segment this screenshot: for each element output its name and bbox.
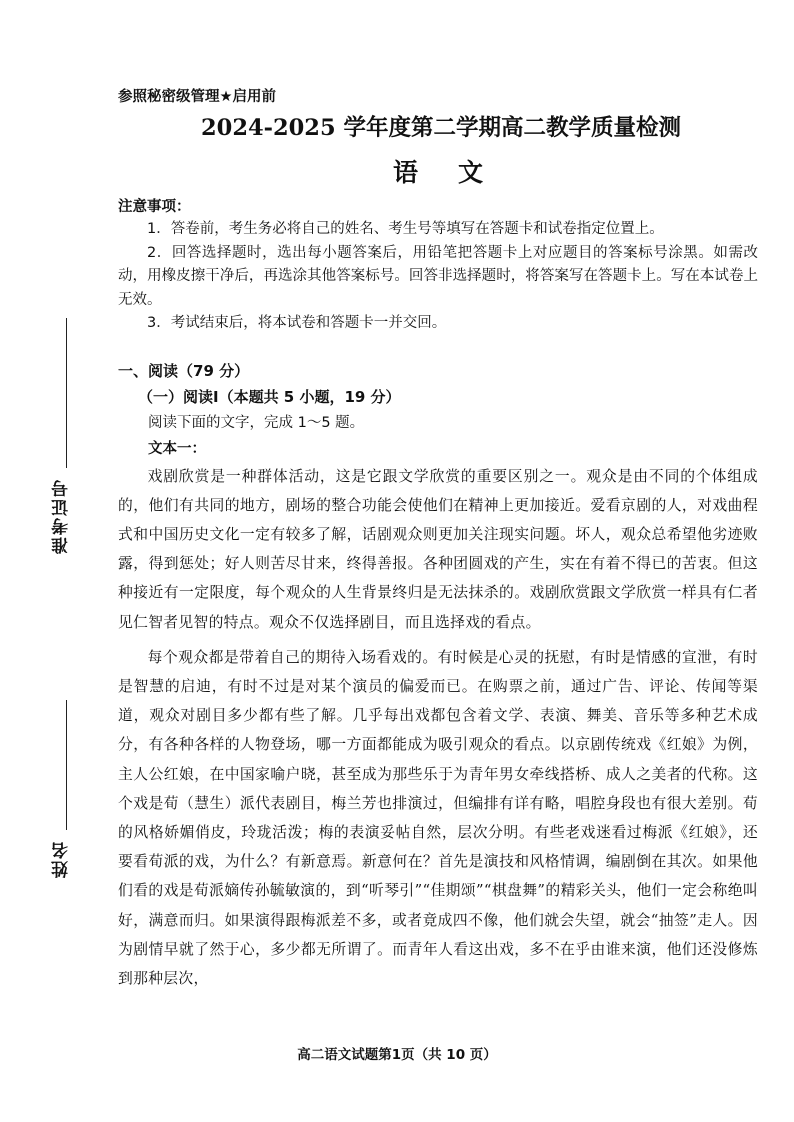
subsection-heading: （一）阅读Ⅰ（本题共 5 小题，19 分） — [138, 387, 401, 406]
page-content — [118, 86, 758, 993]
confidentiality-label: 参照秘密级管理★启用前 — [118, 89, 276, 105]
reading-instruction: 阅读下面的文字，完成 1～5 题。 — [148, 414, 365, 431]
passage-paragraph: 每个观众都是带着自己的期待入场看戏的。有时候是心灵的抚慰，有时是情感的宣泄，有时是智慧的启迪，有时不过是对某个演员的偏爱而已。在购票之前，通过广告、评论、传闻等渠道，观众对剧目多少都有些了解。几乎每出戏都包含着文学、表演、舞美、音乐等多种艺术成分，有各种各样的人物登场，哪一方面都能成为吸引观众的看点。以京剧传统戏《红娘》为例，主人公红娘，在中国家喻户晓，甚至成为那些乐于为青年男女牵线搭桥、成人之美者的代称。这个戏是荀（慧生）派代表剧目，梅兰芳也排演过，但编排有详有略，唱腔身段也有很大差别。荀的风格娇媚俏皮，玲珑活泼；梅的表演妥帖自然，层次分明。有些老戏迷看过梅派《红娘》，还要看荀派的戏，为什么？有新意焉。新意何在？首先是演技和风格情调，编剧倒在其次。如果他们看的戏是荀派嫡传孙毓敏演的，到“听琴引”“佳期颂”“棋盘舞”的精彩关头，他们一定会称绝叫好，满意而归。如果演得跟梅派差不多，或者竟成四不像，他们就会失望，就会“抽签”走人。因为剧情早就了然于心，多少都无所谓了。而青年人看这出戏，多不在乎由谁来演，他们还没修炼到那种层次， — [118, 648, 758, 987]
notice-item: 2．回答选择题时，选出每小题答案后，用铅笔把答题卡上对应题目的答案标号涂黑。如需改动，用橡皮擦干净后，再选涂其他答案标号。回答非选择题时，将答案写在答题卡上。写在本试卷上无效。 — [118, 244, 758, 308]
name-label: 姓名 — [52, 840, 72, 878]
exam-id-label: 准考证号 — [52, 478, 72, 554]
notice-item: 3．考试结束后，将本试卷和答题卡一并交回。 — [147, 315, 447, 331]
notice-item: 1．答卷前，考生务必将自己的姓名、考生号等填写在答题卡和试卷指定位置上。 — [147, 221, 664, 237]
page-footer: 高二语文试题第1页（共 10 页） — [297, 1047, 497, 1063]
exam-id-underline — [66, 318, 67, 468]
section-heading: 一、阅读（79 分） — [118, 361, 250, 380]
exam-title: 2024-2025 学年度第二学期高二教学质量检测 — [201, 115, 681, 141]
notice-heading: 注意事项： — [118, 199, 191, 215]
passage-paragraph: 戏剧欣赏是一种群体活动，这是它跟文学欣赏的重要区别之一。观众是由不同的个体组成的，他们有共同的地方，剧场的整合功能会使他们在精神上更加接近。爱看京剧的人，对戏曲程式和中国历史文化一定有较多了解，话剧观众则更加关注现实问题。坏人，观众总希望他劣迹败露，得到惩处；好人则苦尽甘来，终得善报。各种团圆戏的产生，实在有着不得已的苦衷。但这种接近有一定限度，每个观众的人生背景终归是无法抹杀的。戏剧欣赏跟文学欣赏一样具有仁者见仁智者见智的特点。观众不仅选择剧目，而且选择戏的看点。 — [118, 467, 758, 631]
text-label: 文本一： — [148, 440, 206, 457]
name-underline — [66, 700, 67, 830]
subject-title: 语文 — [392, 158, 523, 187]
